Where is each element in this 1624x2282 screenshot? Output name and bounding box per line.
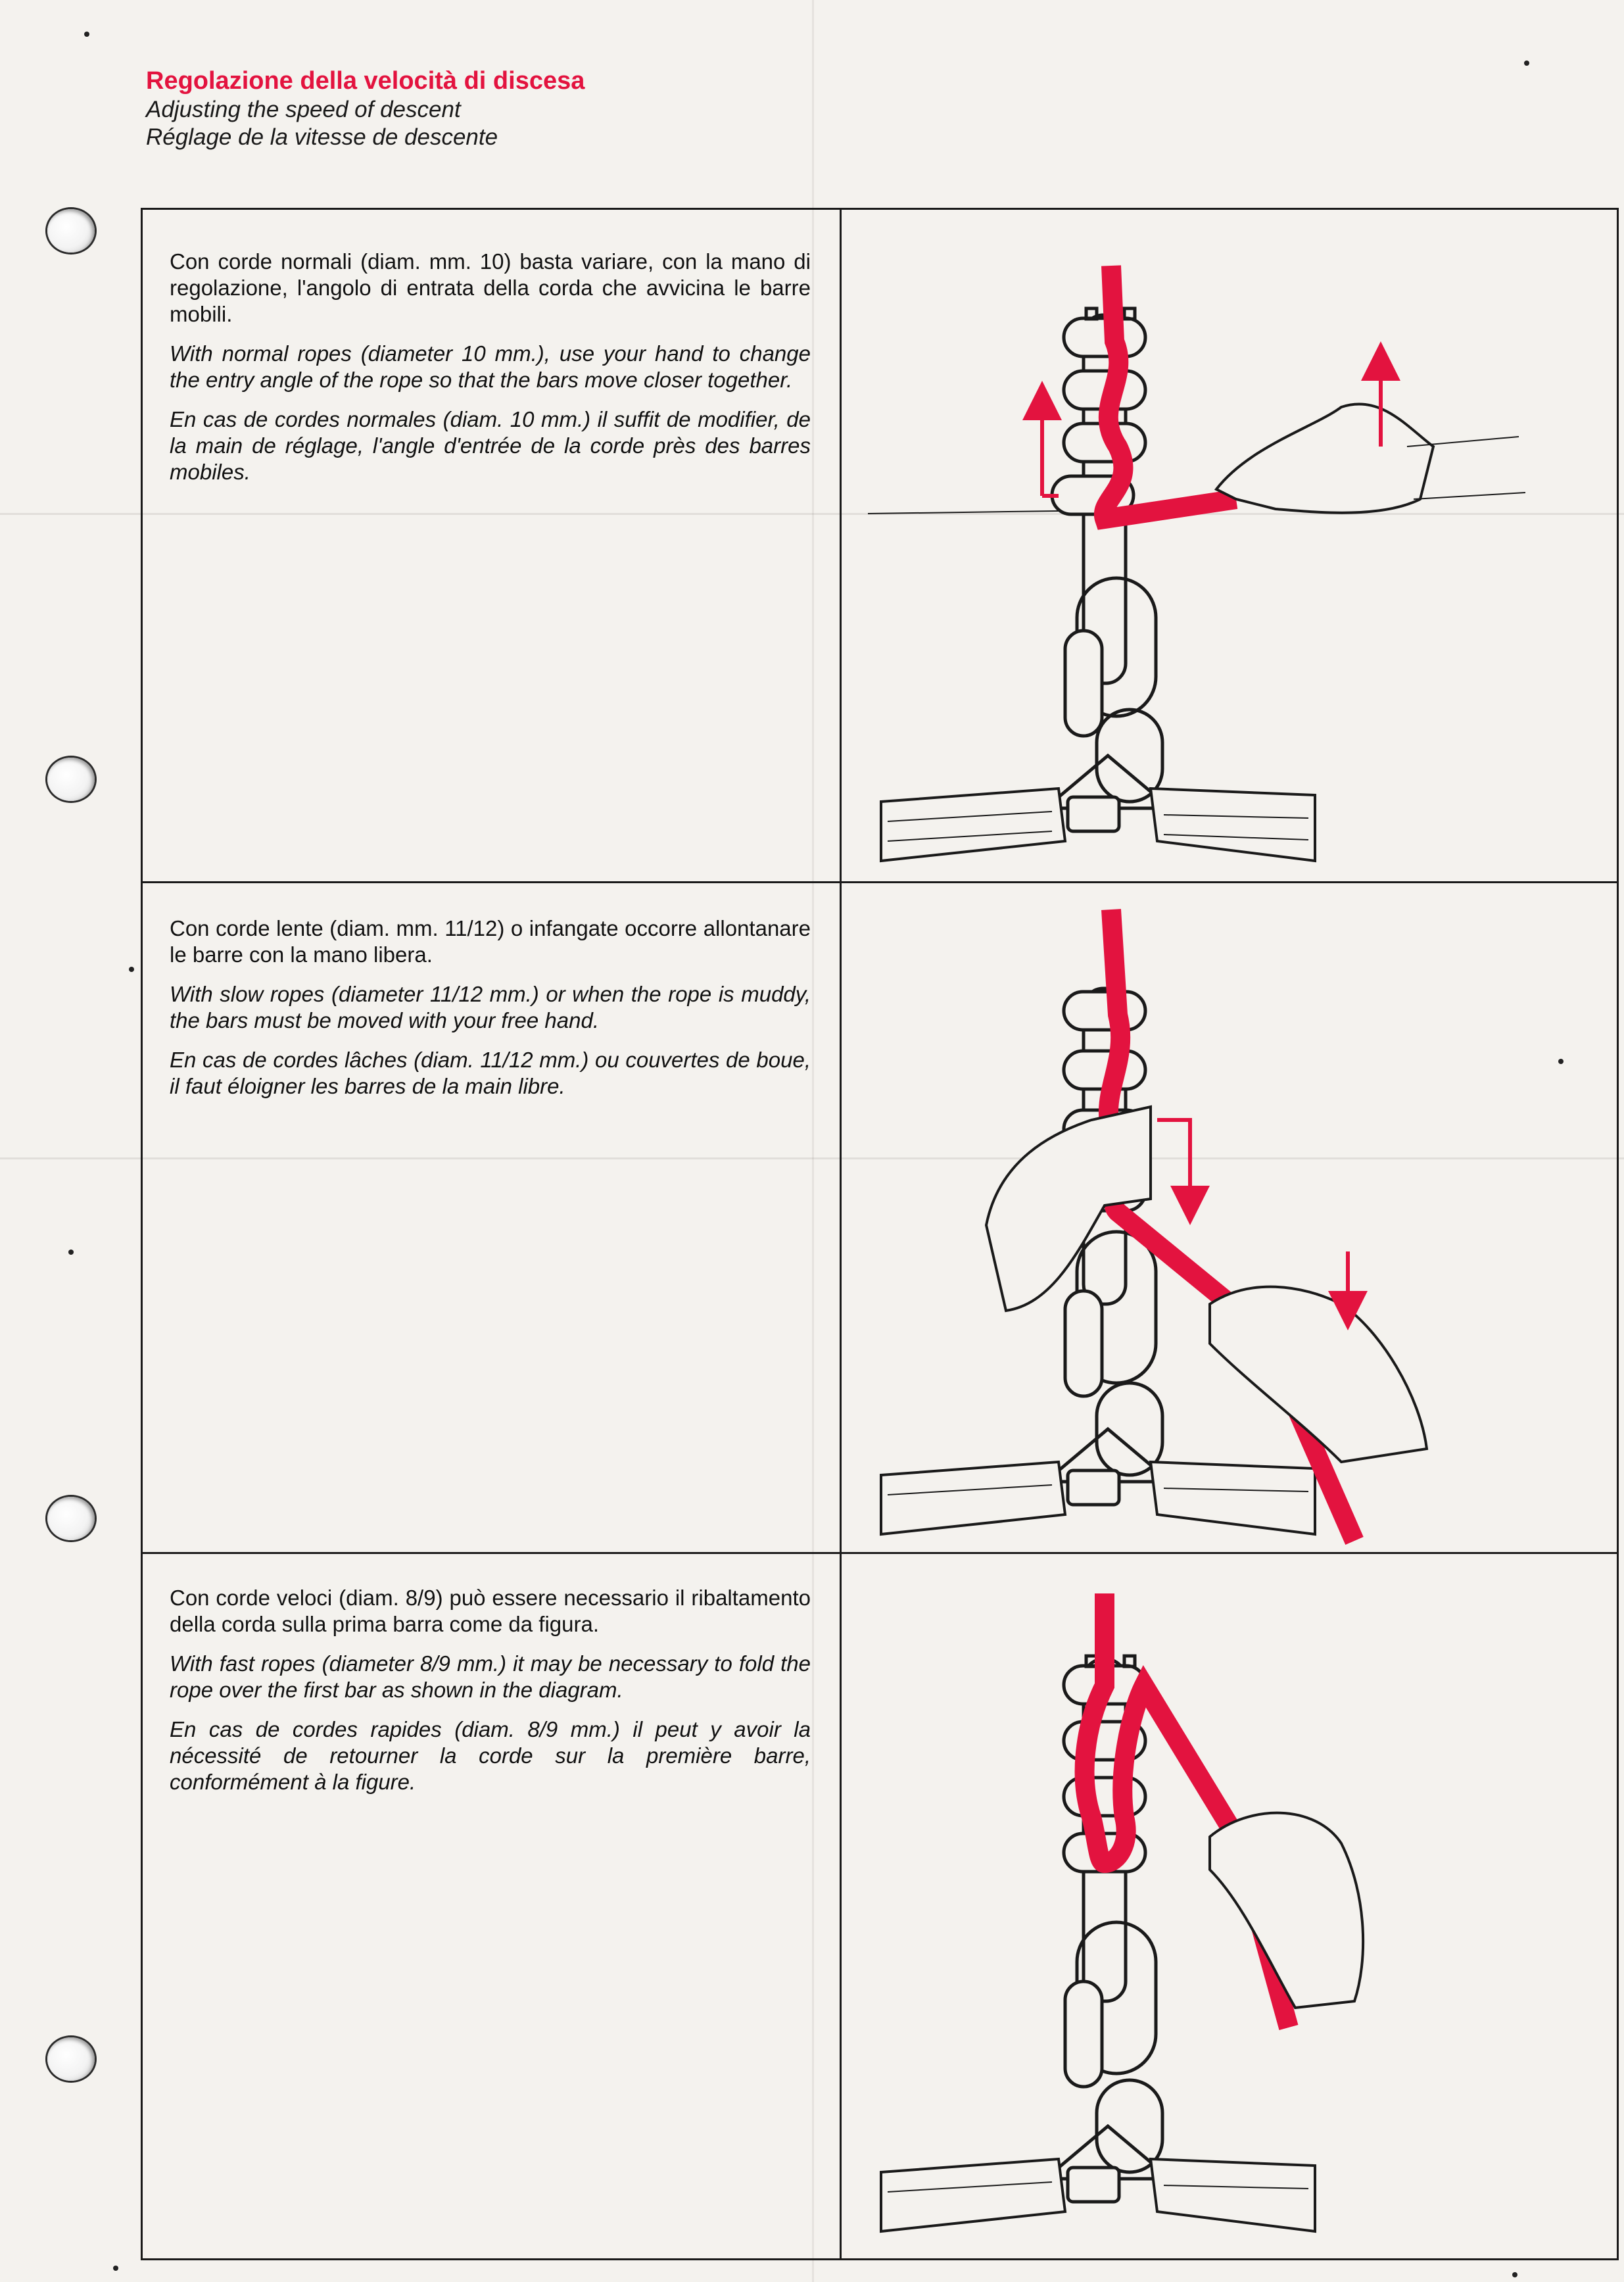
title-italian: Regolazione della velocità di discesa — [146, 67, 585, 95]
harness-strap — [1151, 2159, 1315, 2231]
title-french: Réglage de la vitesse de descente — [146, 124, 498, 150]
rope — [1085, 1593, 1289, 2027]
binder-hole — [47, 209, 95, 253]
carabiner-gate — [1065, 631, 1102, 736]
harness-strap — [1151, 789, 1315, 861]
carabiner-gate — [1065, 1981, 1102, 2087]
maillon — [1068, 1470, 1119, 1505]
maillon — [1068, 2168, 1119, 2202]
illustration-normal-rope — [842, 210, 1617, 881]
section-1-english: With normal ropes (diameter 10 mm.), use your hand to change the entry angle of the rope so that the bars move closer together. — [170, 341, 811, 392]
paper-speck — [1524, 61, 1529, 66]
arrow-down-icon — [1157, 1120, 1190, 1205]
illustration-fast-rope — [842, 1554, 1617, 2258]
paper-speck — [68, 1250, 74, 1255]
section-2-french: En cas de cordes lâches (diam. 11/12 mm.) ou couvertes de boue, il faut éloigner les barres de la main libre. — [170, 1048, 811, 1098]
brake-bar — [1064, 992, 1145, 1030]
control-hand — [1210, 1287, 1427, 1462]
harness-strap — [881, 2159, 1065, 2231]
section-2-italian: Con corde lente (diam. mm. 11/12) o infangate occorre allontanare le barre con la mano libera. — [170, 916, 811, 967]
maillon — [1068, 797, 1119, 831]
page-header — [146, 66, 585, 151]
section-1-french: En cas de cordes normales (diam. 10 mm.) il suffit de modifier, de la main de réglage, l'angle d'entrée de la corde près des barres mobiles. — [170, 407, 811, 484]
paper-speck — [84, 32, 89, 37]
control-hand — [1210, 1813, 1363, 2008]
binder-hole — [47, 1497, 95, 1540]
hand — [1216, 404, 1433, 512]
binder-hole — [47, 2037, 95, 2081]
section-2-text — [170, 915, 811, 1113]
section-1-italian: Con corde normali (diam. mm. 10) basta variare, con la mano di regolazione, l'angolo di entrata della corda che avvicina le barre mobili. — [170, 249, 811, 326]
section-1-text — [170, 249, 811, 498]
paper-speck — [1512, 2272, 1517, 2277]
section-3-italian: Con corde veloci (diam. 8/9) può essere necessario il ribaltamento della corda sulla prima barra come da figura. — [170, 1586, 811, 1636]
title-english: Adjusting the speed of descent — [146, 97, 461, 122]
section-2-english: With slow ropes (diameter 11/12 mm.) or when the rope is muddy, the bars must be moved with your free hand. — [170, 982, 811, 1032]
harness-strap — [1151, 1462, 1315, 1534]
binder-hole — [47, 758, 95, 801]
carabiner-gate — [1065, 1291, 1102, 1396]
harness-strap — [881, 1462, 1065, 1534]
section-3-french: En cas de cordes rapides (diam. 8/9 mm.) il peut y avoir la nécessité de retourner la corde sur la première barre, conformément à la figure. — [170, 1717, 811, 1794]
paper-speck — [113, 2266, 118, 2271]
section-3-english: With fast ropes (diameter 8/9 mm.) it may be necessary to fold the rope over the first bar as shown in the diagram. — [170, 1651, 811, 1702]
harness-strap — [881, 789, 1065, 861]
illustration-slow-rope — [842, 883, 1617, 1552]
paper-speck — [129, 967, 134, 972]
section-3-text — [170, 1585, 811, 1809]
